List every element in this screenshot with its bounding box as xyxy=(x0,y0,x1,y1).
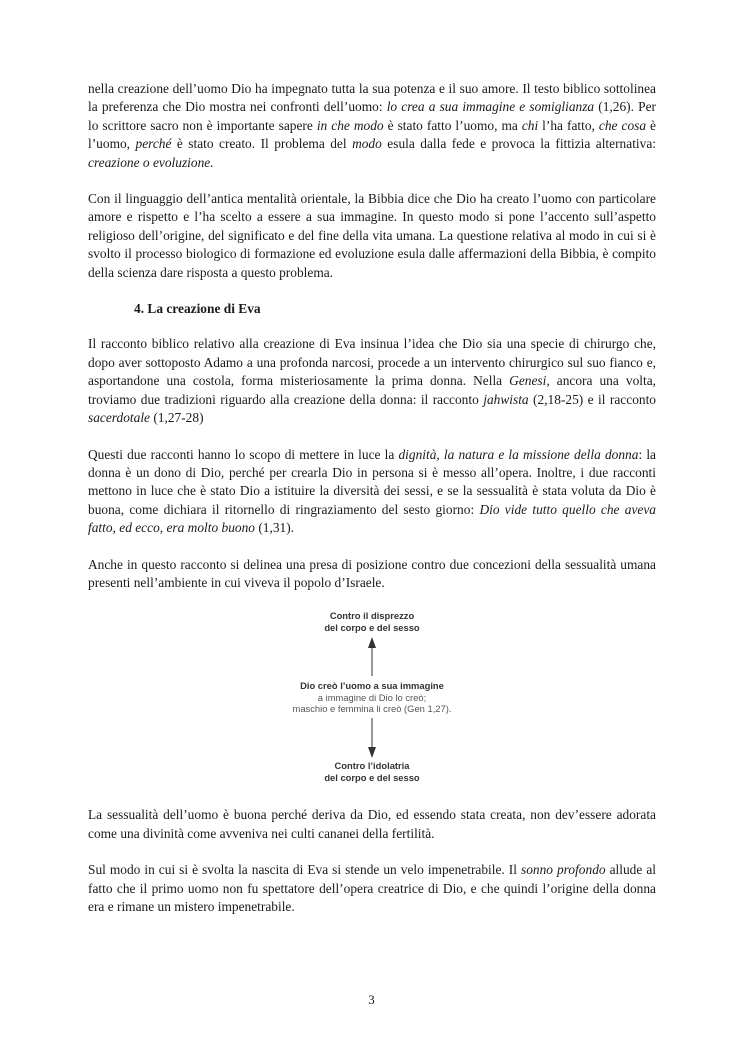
page-number: 3 xyxy=(368,992,375,1007)
sexuality-diagram xyxy=(88,610,656,790)
section-heading: 4. La creazione di Eva xyxy=(134,301,261,317)
paragraph-1: nella creazione dell’uomo Dio ha impegnato tutta la sua potenza e il suo amore. Il testo biblico sottolinea la preferenza che Dio mostra nei confronti dell’uomo: lo crea a sua immagine e somiglianza (1,26). Per lo scrittore sacro non è importante sapere in che modo è stato fatto l’uomo, ma chi l’ha fatto, che cosa è l’uomo, perché è stato creato. Il problema del modo esula dalla fede e provoca la fittizia alternativa: creazione o evoluzione. xyxy=(88,81,656,170)
paragraph-4: Questi due racconti hanno lo scopo di mettere in luce la dignità, la natura e la missione della donna: la donna è un dono di Dio, perché per crearla Dio in persona si è messo all’opera. Inoltre, i due racconti mettono in luce che è stato Dio a istituire la diversità dei sessi, e se la sessualità è stata voluta da Dio è buona, come dichiara il ritornello di ringraziamento del sesto giorno: Dio vide tutto quello che aveva fatto, ed ecco, era molto buono (1,31). xyxy=(88,446,656,536)
diagram-bottom-label: Contro l’idolatria del corpo e del sesso xyxy=(324,760,420,783)
paragraph-7: Sul modo in cui si è svolta la nascita di Eva si stende un velo impenetrabile. Il sonno profondo allude al fatto che il primo uomo non fu spettatore dell’opera creatrice di Dio, e che quindi l’origine della donna era e rimane un mistero impenetrabile. xyxy=(88,862,656,914)
page-body xyxy=(88,80,656,934)
paragraph-3: Il racconto biblico relativo alla creazione di Eva insinua l’idea che Dio sia una specie di chirurgo che, dopo aver sottoposto Adamo a una profonda narcosi, procede a un intervento chirurgico sul suo fianco e, asportandone una costola, forma misteriosamente la prima donna. Nella Genesi, ancora una volta, troviamo due tradizioni riguardo alla creazione della donna: il racconto jahwista (2,18-25) e il racconto sacerdotale (1,27-28) xyxy=(88,336,657,426)
diagram-center-label: Dio creò l’uomo a sua immagine a immagine di Dio lo creò; maschio e femmina li creò (Gen 1,27). xyxy=(292,680,452,715)
down-arrowhead xyxy=(368,747,376,758)
up-arrowhead xyxy=(368,637,376,648)
paragraph-6: La sessualità dell’uomo è buona perché deriva da Dio, ed essendo stata creata, non dev’essere adorata come una divinità come avveniva nei culti cananei della fertilità. xyxy=(88,807,656,841)
paragraph-5: Anche in questo racconto si delinea una presa di posizione contro due concezioni della sessualità umana presenti nell’ambiente in cui viveva il popolo d’Israele. xyxy=(88,556,656,590)
paragraph-2: Con il linguaggio dell’antica mentalità orientale, la Bibbia dice che Dio ha creato l’uomo con particolare amore e rispetto e l’ha scelto a essere a sua immagine. In questo modo si pone l’accento sull’aspetto religioso dell’origine, del significato e del fine della vita umana. La questione relativa al modo in cui si è svolto il processo biologico di formazione ed evoluzione esula dalle affermazioni della Bibbia, è compito della scienza dare risposta a questo problema. xyxy=(88,191,656,280)
diagram-top-label: Contro il disprezzo del corpo e del sesso xyxy=(324,610,420,633)
